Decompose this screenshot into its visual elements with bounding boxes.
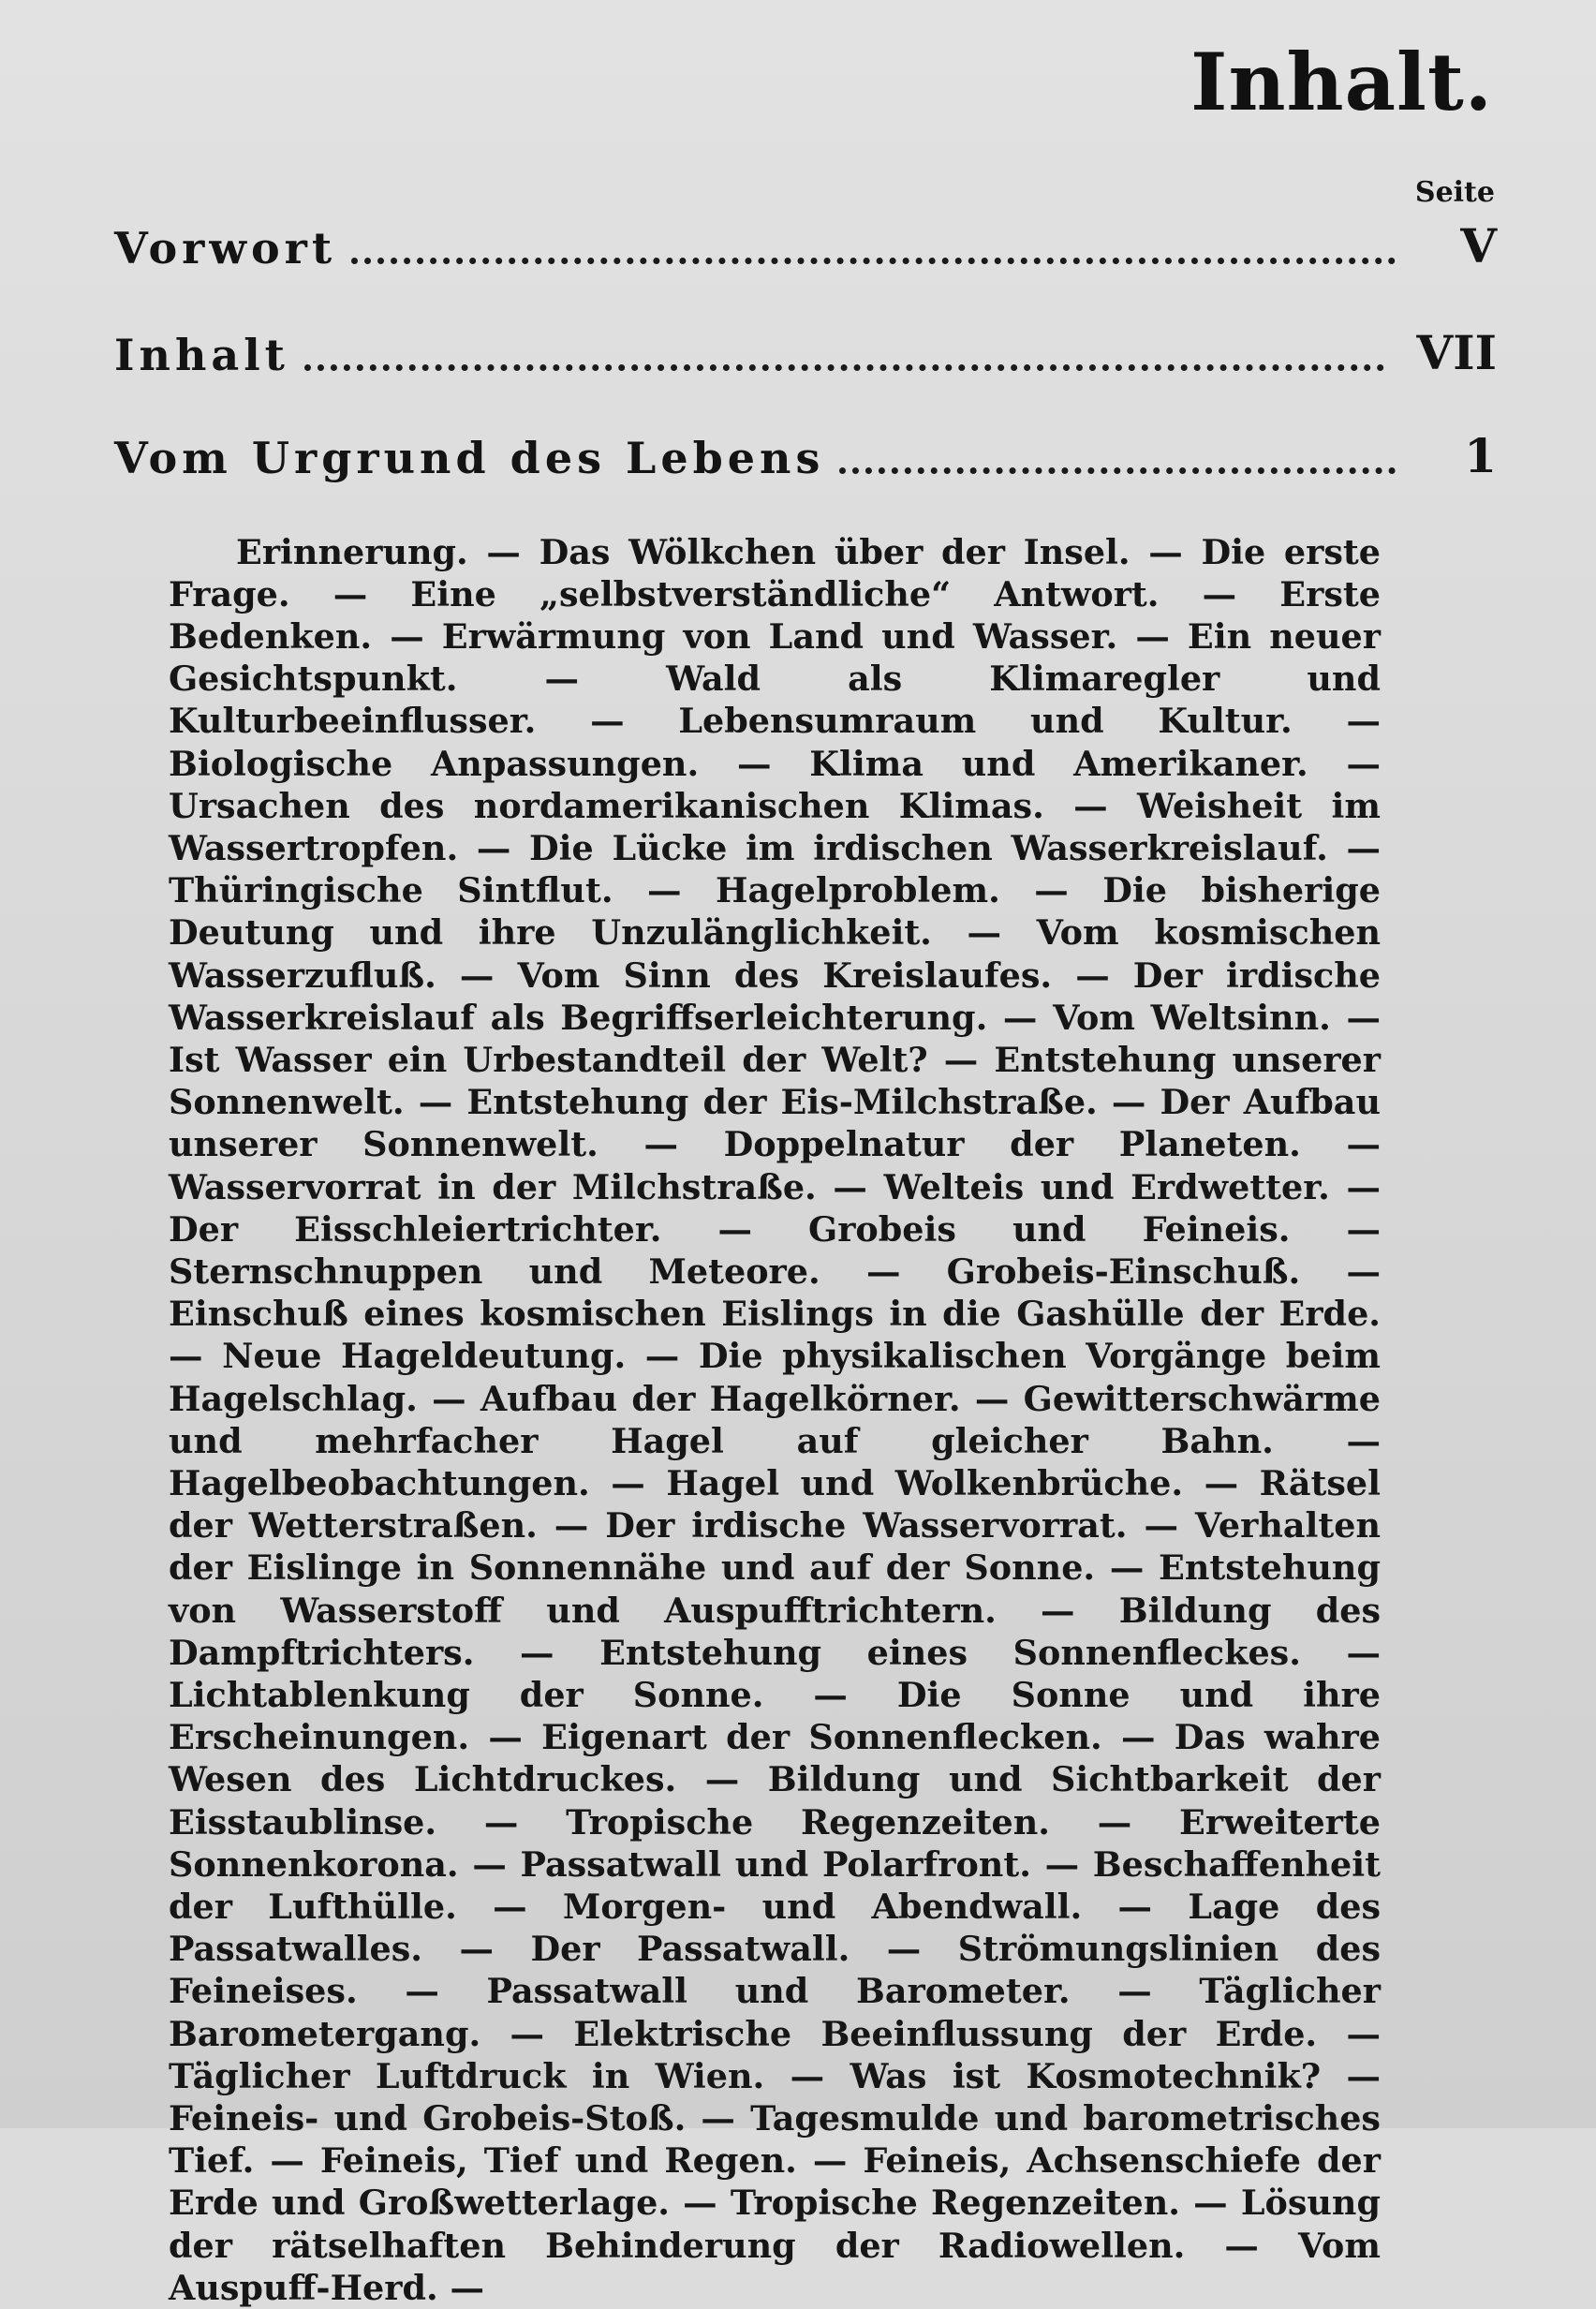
toc-page-number: V: [1427, 218, 1497, 274]
toc-page-number: 1: [1427, 428, 1497, 483]
dot-leader: [839, 467, 1396, 474]
dot-leader: [304, 364, 1384, 371]
toc-entry-title: Inhalt: [114, 330, 289, 380]
toc-page-number: VII: [1416, 325, 1497, 380]
toc-entry-title: Vom Urgrund des Lebens: [114, 433, 824, 483]
chapter-summary: Erinnerung. — Das Wölkchen über der Insel. — Die erste Frage. — Eine „selbstverständliche“ Antwort. — Erste Bedenken. — Erwärmung von Land und Wasser. — Ein neuer Gesichtspunkt. — Wald als Klimaregler und Kulturbeeinflusser. — Lebensumraum und Kultur. — Biologische Anpassungen. — Klima und Amerikaner. — Ursachen des nordamerikanischen Klimas. — Weisheit im Wassertropfen. — Die Lücke im irdischen Wasserkreislauf. — Thüringische Sintflut. — Hagelproblem. — Die bisherige Deutung und ihre Unzulänglichkeit. — Vom kosmischen Wasserzufluß. — Vom Sinn des Kreislaufes. — Der irdische Wasserkreislauf als Begriffserleichterung. — Vom Weltsinn. — Ist Wasser ein Urbestandteil der Welt? — Entstehung unserer Sonnenwelt. — Entstehung der Eis-Milchstraße. — Der Aufbau unserer Sonnenwelt. — Doppelnatur der Planeten. — Wasservorrat in der Milchstraße. — Welteis und Erdwetter. — Der Eisschleiertrichter. — Grobeis und Feineis. — Sternschnuppen und Meteore. — Grobeis-Einschuß. — Einschuß eines kosmischen Eislings in die Gashülle der Erde. — Neue Hageldeutung. — Die physikalischen Vorgänge beim Hagelschlag. — Aufbau der Hagelkörner. — Gewitterschwärme und mehrfacher Hagel auf gleicher Bahn. — Hagelbeobachtungen. — Hagel und Wolkenbrüche. — Rätsel der Wetterstraßen. — Der irdische Wasservorrat. — Verhalten der Eislinge in Sonnennähe und auf der Sonne. — Entstehung von Wasserstoff und Auspufftrichtern. — Bildung des Dampftrichters. — Entstehung eines Sonnenfleckes. — Lichtablenkung der Sonne. — Die Sonne und ihre Erscheinungen. — Eigenart der Sonnenflecken. — Das wahre Wesen des Lichtdruckes. — Bildung und Sichtbarkeit der Eisstaublinse. — Tropische Regenzeiten. — Erweiterte Sonnenkorona. — Passatwall und Polarfront. — Beschaffenheit der Lufthülle. — Morgen- und Abendwall. — Lage des Passatwalles. — Der Passatwall. — Strömungslinien des Feineises. — Passatwall und Barometer. — Täglicher Barometergang. — Elektrische Beeinflussung der Erde. — Täglicher Luftdruck in Wien. — Was ist Kosmotechnik? — Feineis- und Grobeis-Stoß. — Tagesmulde und barometrisches Tief. — Feineis, Tief und Regen. — Feineis, Achsenschiefe der Erde und Großwetterlage. — Tropische Regenzeiten. — Lösung der rätselhaften Behinderung der Radiowellen. — Vom Auspuff-Herd. —: [169, 531, 1381, 2309]
toc-entry-inhalt[interactable]: [114, 315, 1497, 380]
page-column-label: Seite: [1415, 176, 1495, 209]
dot-leader: [351, 258, 1396, 264]
toc-entry-vorwort[interactable]: [114, 208, 1497, 274]
toc-entry-title: Vorwort: [114, 223, 336, 274]
toc-entry-vom-urgrund-des-lebens[interactable]: [114, 418, 1497, 483]
page-title: Inhalt.: [1190, 36, 1493, 128]
